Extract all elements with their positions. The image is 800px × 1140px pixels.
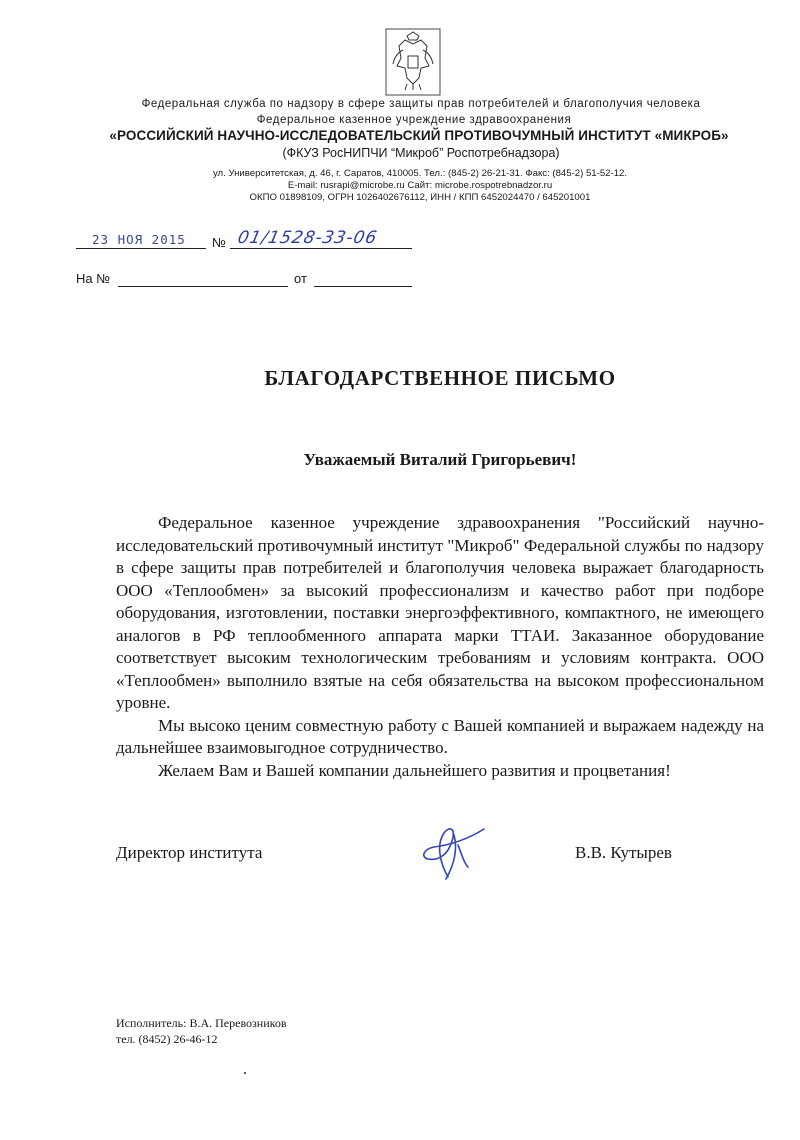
coat-of-arms-icon	[385, 28, 441, 96]
letterhead-institute: «РОССИЙСКИЙ НАУЧНО-ИССЛЕДОВАТЕЛЬСКИЙ ПРОТИВОЧУМНЫЙ ИНСТИТУТ «МИКРОБ»	[109, 128, 729, 143]
ref-date-label: от	[294, 271, 307, 286]
paragraph: Мы высоко ценим совместную работу с Вашей компанией и выражаем надежду на дальнейшее взаимовыгодное сотрудничество.	[116, 715, 764, 757]
date-line	[76, 248, 206, 249]
letterhead-address: ул. Университетская, д. 46, г. Саратов, 410005. Тел.: (845-2) 26-21-31. Факс: (845-2) 51-52-12.	[212, 168, 628, 179]
letterhead-codes: ОКПО 01898109, ОГРН 1026402676112, ИНН / КПП 6452024470 / 645201001	[249, 192, 591, 203]
outgoing-number: 01/1528-33-06	[235, 228, 380, 248]
signatory-role: Директор института	[116, 843, 263, 862]
ref-date-line	[314, 286, 412, 287]
letter-body	[116, 512, 764, 782]
ref-number-label: На №	[76, 271, 111, 286]
letterhead-email-site: E-mail: rusrapi@microbe.ru Сайт: microbe.rospotrebnadzor.ru	[287, 180, 553, 191]
number-line	[230, 248, 412, 249]
letterhead-service: Федеральная служба по надзору в сфере защиты прав потребителей и благополучия человека	[141, 98, 701, 110]
paragraph: Желаем Вам и Вашей компании дальнейшего развития и процветания!	[158, 760, 671, 780]
letter-title: БЛАГОДАРСТВЕННОЕ ПИСЬМО	[264, 366, 616, 390]
letterhead-agency-type: Федеральное казенное учреждение здравоохранения	[256, 114, 572, 126]
letterhead-short-name: (ФКУЗ РосНИПЧИ “Микроб” Роспотребнадзора)	[282, 146, 560, 160]
ref-number-line	[118, 286, 288, 287]
executor-phone: тел. (8452) 26-46-12	[116, 1032, 218, 1046]
executor-name: Исполнитель: В.А. Перевозников	[116, 1016, 287, 1030]
signatory-name: В.В. Кутырев	[575, 843, 672, 862]
greeting: Уважаемый Виталий Григорьевич!	[303, 450, 577, 469]
handwritten-signature	[410, 815, 500, 885]
scan-speck	[244, 1072, 246, 1074]
paragraph: Федеральное казенное учреждение здравоохранения "Российский научно-исследовательский противочумный институт "Микроб" Федеральной службы по надзору в сфере защиты прав потребителей и благополучия человека выражает благодарность ООО «Теплообмен» за высокий профессионализм и качество работ при подборе оборудования, изготовлении, поставки энергоэффективного, компактного, не имеющего аналогов в РФ теплообменного аппарата марки ТТАИ. Заказанное оборудование соответствует высоким технологическим требованиям и условиям контракта. ООО «Теплообмен» выполнило взятые на себя обязательства на высоком профессиональном уровне.	[116, 513, 764, 712]
number-label: №	[212, 235, 226, 250]
date-stamp: 23 НОЯ 2015	[92, 232, 186, 247]
